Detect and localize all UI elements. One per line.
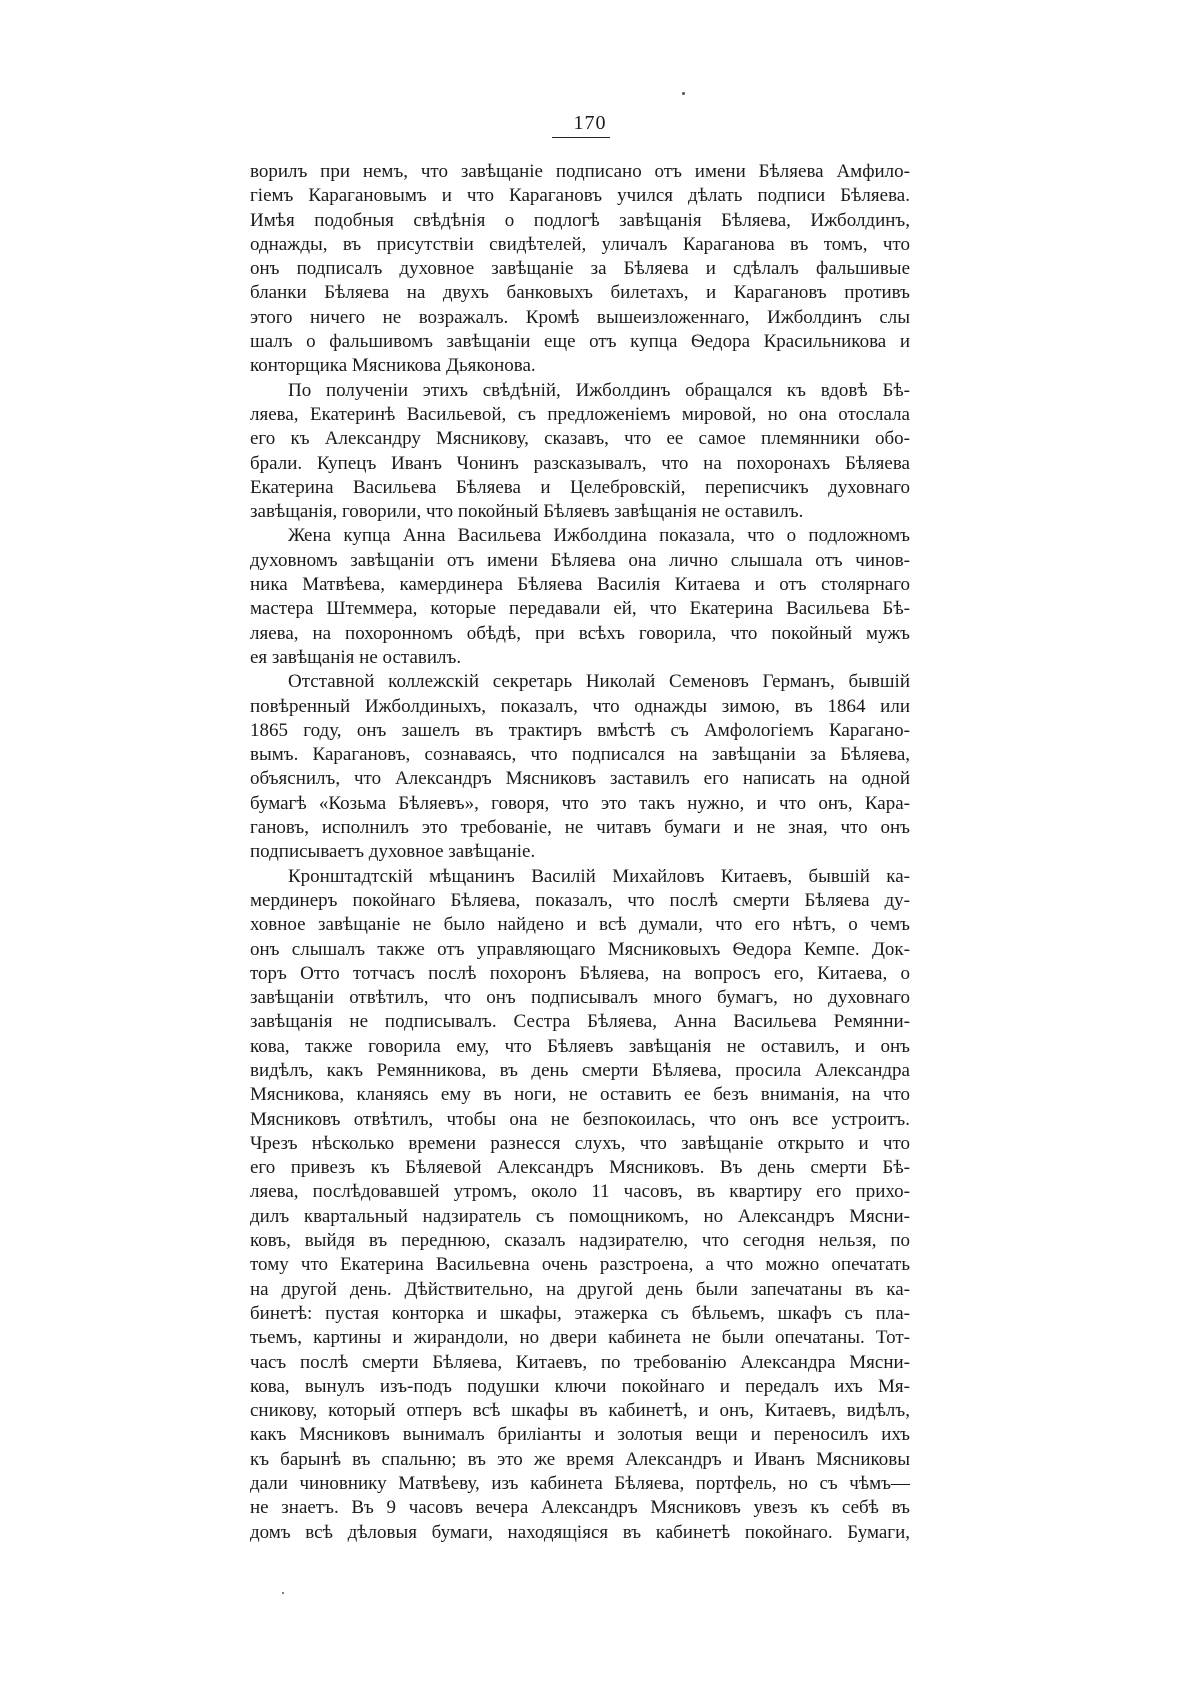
scan-speck (682, 92, 685, 95)
text-line: Мясникова, кланяясь ему въ ноги, не оставить ее безъ вниманія, на что (250, 1084, 910, 1106)
text-line: на другой день. Дѣйствительно, на другой день были запечатаны въ ка- (250, 1278, 910, 1300)
text-line: какъ Мясниковъ вынималъ бриліанты и золотыя вещи и переносилъ ихъ (250, 1424, 910, 1446)
text-line: ляева, Екатеринѣ Васильевой, съ предложеніемъ мировой, но она отослала (250, 403, 910, 425)
text-line: 1865 году, онъ зашелъ въ трактиръ вмѣстѣ съ Амфологіемъ Карагано- (250, 719, 910, 741)
text-line: къ барынѣ въ спальню; въ это же время Александръ и Иванъ Мясниковы (250, 1448, 910, 1470)
text-line: повѣренный Ижболдиныхъ, показалъ, что однажды зимою, въ 1864 или (250, 695, 910, 717)
text-line: часъ послѣ смерти Бѣляева, Китаевъ, по требованію Александра Мясни- (250, 1351, 910, 1373)
text-line: кова, вынулъ изъ-подъ подушки ключи покойнаго и передалъ ихъ Мя- (250, 1375, 910, 1397)
text-line: гіемъ Карагановымъ и что Карагановъ учился дѣлать подписи Бѣляева. (250, 185, 910, 207)
text-line: бумагѣ «Козьма Бѣляевъ», говоря, что это такъ нужно, и что онъ, Кара- (250, 792, 910, 814)
text-line: ея завѣщанія не оставилъ. (250, 646, 462, 668)
text-line: подписываетъ духовное завѣщаніе. (250, 841, 536, 863)
text-line: завѣщанія не подписывалъ. Сестра Бѣляева, Анна Васильева Ремянни- (250, 1011, 910, 1033)
text-line: тьемъ, картины и жирандоли, но двери кабинета не были опечатаны. Тот- (250, 1327, 910, 1349)
text-line: дилъ квартальный надзиратель съ помощникомъ, но Александръ Мясни- (250, 1205, 910, 1227)
text-line: кова, также говорила ему, что Бѣляевъ завѣщанія не оставилъ, и онъ (250, 1035, 910, 1057)
text-line: ляева, на похоронномъ обѣдѣ, при всѣхъ говорила, что покойный мужъ (250, 622, 910, 644)
text-line: шалъ о фальшивомъ завѣщаніи еще отъ купца Ѳедора Красильникова и (250, 331, 910, 353)
text-line: вымъ. Карагановъ, сознаваясь, что подписался на завѣщаніи за Бѣляева, (250, 744, 910, 766)
text-line: гановъ, исполнилъ это требованіе, не читавъ бумаги и не зная, что онъ (250, 817, 910, 839)
text-line: торъ Отто тотчасъ послѣ похоронъ Бѣляева, на вопросъ его, Китаева, о (250, 962, 910, 984)
page-number: 170 (573, 112, 607, 134)
text-line: Отставной коллежскій секретарь Николай Семеновъ Германъ, бывшій (288, 671, 910, 693)
text-line: объяснилъ, что Александръ Мясниковъ заставилъ его написать на одной (250, 768, 910, 790)
text-line: Чрезъ нѣсколько времени разнесся слухъ, что завѣщаніе открыто и что (250, 1132, 910, 1154)
text-line: мастера Штеммера, которые передавали ей, что Екатерина Васильева Бѣ- (250, 598, 910, 620)
text-line: Жена купца Анна Васильева Ижболдина показала, что о подложномъ (288, 525, 910, 547)
text-line: однажды, въ присутствіи свидѣтелей, уличалъ Караганова въ томъ, что (250, 233, 910, 255)
text-line: ворилъ при немъ, что завѣщаніе подписано отъ имени Бѣляева Амфило- (250, 161, 910, 182)
text-line: завѣщанія, говорили, что покойный Бѣляевъ завѣщанія не оставилъ. (250, 501, 804, 523)
text-line: бинетѣ: пустая конторка и шкафы, этажерка съ бѣльемъ, шкафъ съ пла- (250, 1302, 910, 1324)
text-line: ника Матвѣева, камердинера Бѣляева Василія Китаева и отъ столярнаго (250, 574, 910, 596)
text-line: бланки Бѣляева на двухъ банковыхъ билетахъ, и Карагановъ противъ (250, 282, 910, 304)
text-line: дали чиновнику Матвѣеву, изъ кабинета Бѣляева, портфель, но съ чѣмъ— (250, 1473, 910, 1495)
text-line: завѣщаніи отвѣтилъ, что онъ подписывалъ много бумагъ, но духовнаго (250, 987, 910, 1009)
text-line: ховное завѣщаніе не было найдено и всѣ думали, что его нѣтъ, о чемъ (250, 914, 910, 936)
text-line: мердинеръ покойнаго Бѣляева, показалъ, что послѣ смерти Бѣляева ду- (250, 889, 910, 911)
text-line: ковъ, выйдя въ переднюю, сказалъ надзирателю, что сегодня нельзя, по (250, 1230, 910, 1252)
text-line: онъ слышалъ также отъ управляющаго Мясниковыхъ Ѳедора Кемпе. Док- (250, 938, 910, 960)
text-line: ляева, послѣдовавшей утромъ, около 11 часовъ, въ квартиру его прихо- (250, 1181, 910, 1203)
text-line: домъ всѣ дѣловыя бумаги, находящіяся въ кабинетѣ покойнаго. Бумаги, (250, 1521, 910, 1543)
page-number-rule (552, 137, 610, 138)
text-line: сникову, который отперъ всѣ шкафы въ кабинетѣ, и онъ, Китаевъ, видѣлъ, (250, 1400, 910, 1422)
text-line: Имѣя подобныя свѣдѣнія о подлогѣ завѣщанія Бѣляева, Ижболдинъ, (250, 209, 910, 231)
text-line: этого ничего не возражалъ. Кромѣ вышеизложеннаго, Ижболдинъ слы (250, 306, 910, 328)
text-line: конторщика Мясникова Дьяконова. (250, 355, 536, 377)
text-line: духовномъ завѣщаніи отъ имени Бѣляева она лично слышала отъ чинов- (250, 549, 910, 571)
text-line: тому что Екатерина Васильевна очень разстроена, а что можно опечатать (250, 1254, 910, 1276)
text-line: его къ Александру Мясникову, сказавъ, что ее самое племянники обо- (250, 428, 910, 450)
text-line: онъ подписалъ духовное завѣщаніе за Бѣляева и сдѣлалъ фальшивые (250, 258, 910, 280)
text-line: его привезъ къ Бѣляевой Александръ Мясниковъ. Въ день смерти Бѣ- (250, 1157, 910, 1179)
text-line: Мясниковъ отвѣтилъ, чтобы она не безпокоилась, что онъ все устроитъ. (250, 1108, 910, 1130)
body-text (250, 160, 910, 1545)
text-line: видѣлъ, какъ Ремянникова, въ день смерти Бѣляева, просила Александра (250, 1059, 910, 1081)
text-line: По полученіи этихъ свѣдѣній, Ижболдинъ обращался къ вдовѣ Бѣ- (288, 379, 910, 401)
text-line: брали. Купецъ Иванъ Чонинъ разсказывалъ, что на похоронахъ Бѣляева (250, 452, 910, 474)
text-line: не знаетъ. Въ 9 часовъ вечера Александръ Мясниковъ увезъ къ себѣ въ (250, 1497, 910, 1519)
scan-speck (282, 1592, 284, 1594)
text-line: Кронштадтскій мѣщанинъ Василій Михайловъ Китаевъ, бывшій ка- (288, 865, 910, 887)
text-line: Екатерина Васильева Бѣляева и Целебровскій, переписчикъ духовнаго (250, 476, 910, 498)
